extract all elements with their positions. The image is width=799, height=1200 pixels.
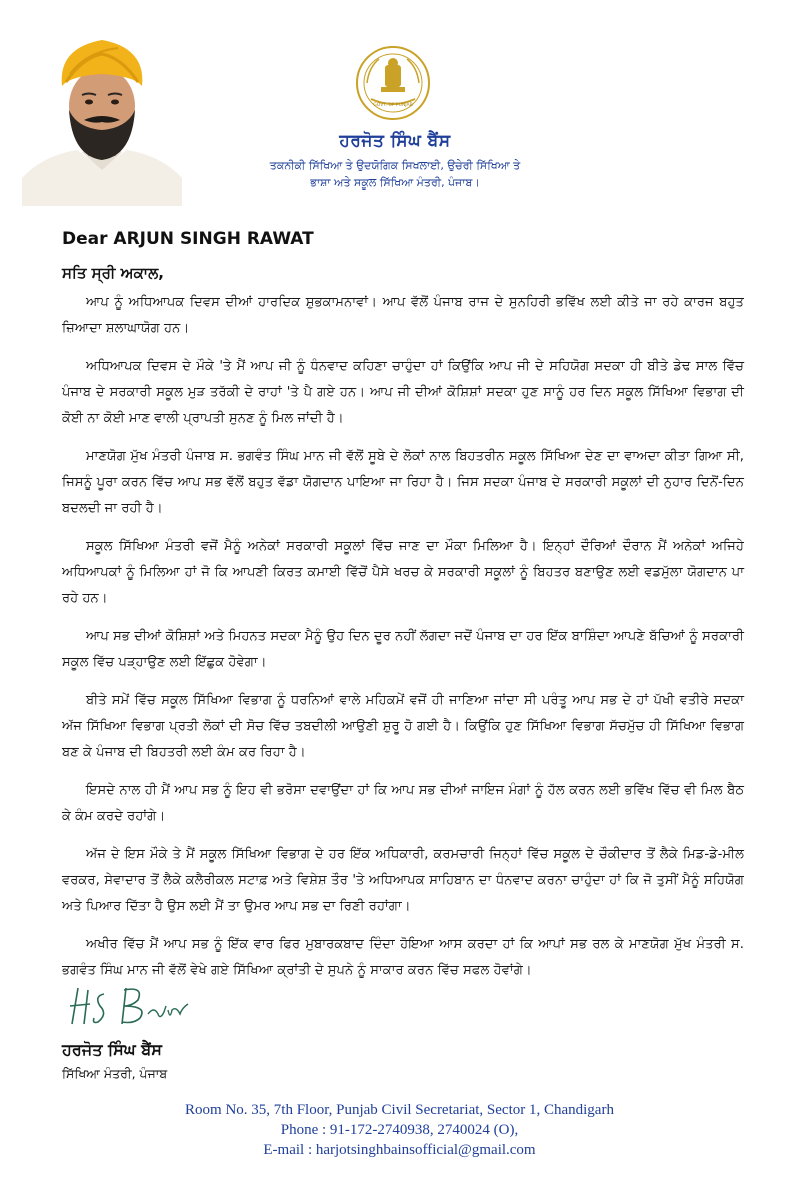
signatory-name: ਹਰਜੋਤ ਸਿੰਘ ਬੈਂਸ bbox=[62, 1040, 162, 1059]
paragraph-9: ਅਖੀਰ ਵਿੱਚ ਮੈਂ ਆਪ ਸਭ ਨੂੰ ਇੱਕ ਵਾਰ ਫਿਰ ਮੁਬਾਰਕਬਾਦ ਦਿੰਦਾ ਹੋਇਆ ਆਸ ਕਰਦਾ ਹਾਂ ਕਿ ਆਪਾਂ ਸਭ ਰਲ ਕੇ ਮਾਣਯੋਗ ਮੁੱਖ ਮੰਤਰੀ ਸ. ਭਗਵੰਤ ਸਿੰਘ ਮਾਨ ਜੀ ਵੱਲੋਂ ਵੇਖੇ ਗਏ ਸਿੱਖਿਆ ਕ੍ਰਾਂਤੀ ਦੇ ਸੁਪਨੇ ਨੂੰ ਸਾਕਾਰ ਕਰਨ ਵਿੱਚ ਸਫਲ ਹੋਵਾਂਗੇ। bbox=[62, 937, 744, 978]
punjab-government-emblem-icon bbox=[353, 43, 433, 123]
emblem-caption: GOVT. OF PUNJAB bbox=[373, 103, 413, 108]
letterhead-footer bbox=[0, 1100, 799, 1160]
paragraph-8: ਅੱਜ ਦੇ ਇਸ ਮੌਕੇ ਤੇ ਮੈਂ ਸਕੂਲ ਸਿੱਖਿਆ ਵਿਭਾਗ ਦੇ ਹਰ ਇੱਕ ਅਧਿਕਾਰੀ, ਕਰਮਚਾਰੀ ਜਿਨ੍ਹਾਂ ਵਿੱਚ ਸਕੂਲ ਦੇ ਚੌਕੀਦਾਰ ਤੋਂ ਲੈਕੇ ਮਿਡ-ਡੇ-ਮੀਲ ਵਰਕਰ, ਸੇਵਾਦਾਰ ਤੋਂ ਲੈਕੇ ਕਲੈਰੀਕਲ ਸਟਾਫ਼ ਅਤੇ ਵਿਸ਼ੇਸ਼ ਤੌਰ 'ਤੇ ਅਧਿਆਪਕ ਸਾਹਿਬਾਨ ਦਾ ਧੰਨਵਾਦ ਕਰਨਾ ਚਾਹੁੰਦਾ ਹਾਂ ਕਿ ਜੋ ਤੁਸੀਂ ਮੈਨੂੰ ਸਹਿਯੋਗ ਅਤੇ ਪਿਆਰ ਦਿੱਤਾ ਹੈ ਉਸ ਲਈ ਮੈਂ ਤਾ ਉਮਰ ਆਪ ਸਭ ਦਾ ਰਿਣੀ ਰਹਾਂਗਾ। bbox=[62, 847, 744, 914]
handwritten-signature bbox=[64, 980, 194, 1032]
minister-portrait bbox=[22, 28, 182, 206]
paragraph-6: ਬੀਤੇ ਸਮੇਂ ਵਿੱਚ ਸਕੂਲ ਸਿੱਖਿਆ ਵਿਭਾਗ ਨੂੰ ਧਰਨਿਆਂ ਵਾਲੇ ਮਹਿਕਮੇਂ ਵਜੋਂ ਹੀ ਜਾਣਿਆ ਜਾਂਦਾ ਸੀ ਪਰੰਤੂ ਆਪ ਸਭ ਦੇ ਹਾਂ ਪੱਖੀ ਵਤੀਰੇ ਸਦਕਾ ਅੱਜ ਸਿੱਖਿਆ ਵਿਭਾਗ ਪ੍ਰਤੀ ਲੋਕਾਂ ਦੀ ਸੋਚ ਵਿੱਚ ਤਬਦੀਲੀ ਆਉਣੀ ਸ਼ੁਰੂ ਹੋ ਗਈ ਹੈ। ਕਿਉਂਕਿ ਹੁਣ ਸਿੱਖਿਆ ਵਿਭਾਗ ਸੱਚਮੁੱਚ ਹੀ ਸਿੱਖਿਆ ਵਿਭਾਗ ਬਣ ਕੇ ਪੰਜਾਬ ਦੀ ਬਿਹਤਰੀ ਲਈ ਕੰਮ ਕਰ ਰਿਹਾ ਹੈ। bbox=[62, 693, 744, 760]
portrait-image bbox=[22, 28, 182, 206]
minister-name-heading: ਹਰਜੋਤ ਸਿੰਘ ਬੈਂਸ bbox=[339, 131, 451, 151]
paragraph-1: ਆਪ ਨੂੰ ਅਧਿਆਪਕ ਦਿਵਸ ਦੀਆਂ ਹਾਰਦਿਕ ਸ਼ੁਭਕਾਮਨਾਵਾਂ। ਆਪ ਵੱਲੋਂ ਪੰਜਾਬ ਰਾਜ ਦੇ ਸੁਨਹਿਰੀ ਭਵਿੱਖ ਲਈ ਕੀਤੇ ਜਾ ਰਹੇ ਕਾਰਜ ਬਹੁਤ ਜ਼ਿਆਦਾ ਸ਼ਲਾਘਾਯੋਗ ਹਨ। bbox=[62, 295, 744, 336]
footer-phone: Phone : 91-172-2740938, 2740024 (O), bbox=[280, 1122, 519, 1138]
minister-department bbox=[230, 157, 560, 191]
greeting: ਸਤਿ ਸ੍ਰੀ ਅਕਾਲ, bbox=[62, 264, 164, 282]
paragraph-4: ਸਕੂਲ ਸਿੱਖਿਆ ਮੰਤਰੀ ਵਜੋਂ ਮੈਨੂੰ ਅਨੇਕਾਂ ਸਰਕਾਰੀ ਸਕੂਲਾਂ ਵਿੱਚ ਜਾਣ ਦਾ ਮੌਕਾ ਮਿਲਿਆ ਹੈ। ਇਨ੍ਹਾਂ ਦੌਰਿਆਂ ਦੌਰਾਨ ਮੈਂ ਅਨੇਕਾਂ ਅਜਿਹੇ ਅਧਿਆਪਕਾਂ ਨੂੰ ਮਿਲਿਆ ਹਾਂ ਜੋ ਕਿ ਆਪਣੀ ਕਿਰਤ ਕਮਾਈ ਵਿੱਚੋਂ ਪੈਸੇ ਖਰਚ ਕੇ ਸਰਕਾਰੀ ਸਕੂਲਾਂ ਨੂੰ ਬਿਹਤਰ ਬਣਾਉਣ ਲਈ ਵਡਮੁੱਲਾ ਯੋਗਦਾਨ ਪਾ ਰਹੇ ਹਨ। bbox=[62, 539, 744, 606]
paragraph-5: ਆਪ ਸਭ ਦੀਆਂ ਕੋਸ਼ਿਸ਼ਾਂ ਅਤੇ ਮਿਹਨਤ ਸਦਕਾ ਮੈਨੂੰ ਉਹ ਦਿਨ ਦੂਰ ਨਹੀਂ ਲੱਗਦਾ ਜਦੋਂ ਪੰਜਾਬ ਦਾ ਹਰ ਇੱਕ ਬਾਸ਼ਿੰਦਾ ਆਪਣੇ ਬੱਚਿਆਂ ਨੂੰ ਸਰਕਾਰੀ ਸਕੂਲ ਵਿੱਚ ਪੜ੍ਹਾਉਣ ਲਈ ਇੱਛੁਕ ਹੋਵੇਗਾ। bbox=[62, 629, 744, 670]
salutation: Dear ARJUN SINGH RAWAT bbox=[62, 229, 314, 249]
paragraph-7: ਇਸਦੇ ਨਾਲ ਹੀ ਮੈਂ ਆਪ ਸਭ ਨੂੰ ਇਹ ਵੀ ਭਰੋਸਾ ਦਵਾਉਂਦਾ ਹਾਂ ਕਿ ਆਪ ਸਭ ਦੀਆਂ ਜਾਇਜ ਮੰਗਾਂ ਨੂੰ ਹੱਲ ਕਰਨ ਲਈ ਭਵਿੱਖ ਵਿੱਚ ਵੀ ਮਿਲ ਬੈਠ ਕੇ ਕੰਮ ਕਰਦੇ ਰਹਾਂਗੇ। bbox=[62, 783, 744, 824]
department-line-1: ਤਕਨੀਕੀ ਸਿੱਖਿਆ ਤੇ ਉਦਯੋਗਿਕ ਸਿਖਲਾਈ, ਉਚੇਰੀ ਸਿੱਖਿਆ ਤੇ bbox=[269, 159, 521, 172]
paragraph-3: ਮਾਣਯੋਗ ਮੁੱਖ ਮੰਤਰੀ ਪੰਜਾਬ ਸ. ਭਗਵੰਤ ਸਿੰਘ ਮਾਨ ਜੀ ਵੱਲੋਂ ਸੂਬੇ ਦੇ ਲੋਕਾਂ ਨਾਲ ਬਿਹਤਰੀਨ ਸਕੂਲ ਸਿੱਖਿਆ ਦੇਣ ਦਾ ਵਾਅਦਾ ਕੀਤਾ ਗਿਆ ਸੀ, ਜਿਸਨੂੰ ਪੂਰਾ ਕਰਨ ਵਿੱਚ ਆਪ ਸਭ ਵੱਲੋਂ ਬਹੁਤ ਵੱਡਾ ਯੋਗਦਾਨ ਪਾਇਆ ਜਾ ਰਿਹਾ ਹੈ। ਜਿਸ ਸਦਕਾ ਪੰਜਾਬ ਦੇ ਸਰਕਾਰੀ ਸਕੂਲਾਂ ਦੀ ਨੁਹਾਰ ਦਿਨੋਂ-ਦਿਨ ਬਦਲਦੀ ਜਾ ਰਹੀ ਹੈ। bbox=[62, 449, 744, 516]
letter-body bbox=[62, 290, 744, 996]
footer-email: E-mail : harjotsinghbainsofficial@gmail.com bbox=[263, 1142, 536, 1158]
footer-address: Room No. 35, 7th Floor, Punjab Civil Secretariat, Sector 1, Chandigarh bbox=[185, 1102, 614, 1118]
department-line-2: ਭਾਸ਼ਾ ਅਤੇ ਸਕੂਲ ਸਿੱਖਿਆ ਮੰਤਰੀ, ਪੰਜਾਬ। bbox=[310, 176, 480, 189]
paragraph-2: ਅਧਿਆਪਕ ਦਿਵਸ ਦੇ ਮੌਕੇ 'ਤੇ ਮੈਂ ਆਪ ਜੀ ਨੂੰ ਧੰਨਵਾਦ ਕਹਿਣਾ ਚਾਹੁੰਦਾ ਹਾਂ ਕਿਉਂਕਿ ਆਪ ਜੀ ਦੇ ਸਹਿਯੋਗ ਸਦਕਾ ਹੀ ਬੀਤੇ ਡੇਢ ਸਾਲ ਵਿੱਚ ਪੰਜਾਬ ਦੇ ਸਰਕਾਰੀ ਸਕੂਲ ਮੁੜ ਤਰੱਕੀ ਦੇ ਰਾਹਾਂ 'ਤੇ ਪੈ ਗਏ ਹਨ। ਆਪ ਜੀ ਦੀਆਂ ਕੋਸ਼ਿਸ਼ਾਂ ਸਦਕਾ ਹੁਣ ਸਾਨੂੰ ਹਰ ਦਿਨ ਸਕੂਲ ਸਿੱਖਿਆ ਵਿਭਾਗ ਦੀ ਕੋਈ ਨਾ ਕੋਈ ਮਾਣ ਵਾਲੀ ਪ੍ਰਾਪਤੀ ਸੁਨਣ ਨੂੰ ਮਿਲ ਜਾਂਦੀ ਹੈ। bbox=[62, 359, 744, 426]
signatory-title: ਸਿੱਖਿਆ ਮੰਤਰੀ, ਪੰਜਾਬ bbox=[62, 1066, 168, 1081]
